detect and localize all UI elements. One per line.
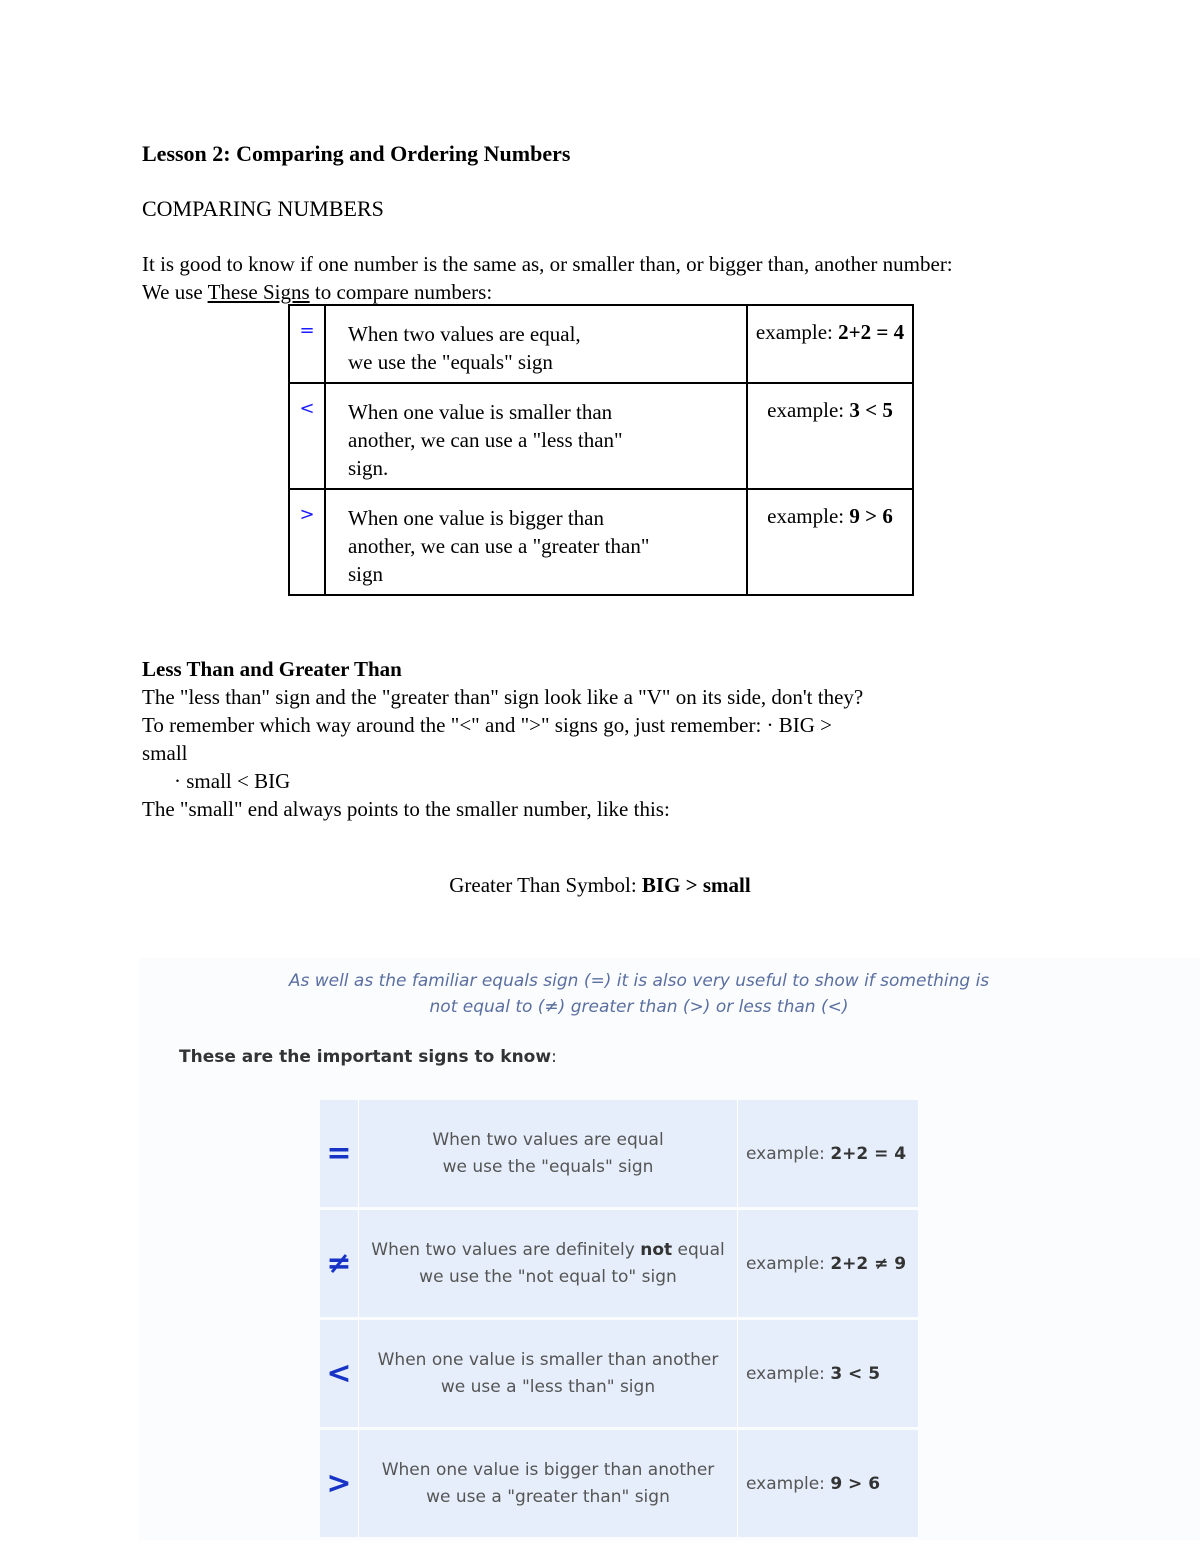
important-rest: : — [551, 1047, 557, 1067]
equals-sign: = — [320, 1100, 358, 1207]
example-value: 9 > 6 — [849, 504, 893, 528]
use-signs-suffix: to compare numbers: — [309, 280, 493, 304]
table-row — [320, 1100, 918, 1207]
less-than-sign: < — [320, 1320, 358, 1427]
desc-line: we use the "equals" sign — [348, 350, 553, 374]
row-description — [358, 1430, 738, 1537]
desc-line: When two values are equal, — [348, 322, 581, 346]
example-prefix: example: — [746, 1473, 831, 1494]
row-description — [325, 383, 747, 489]
not-equal-sign: ≠ — [320, 1210, 358, 1317]
important-signs-label — [179, 1047, 557, 1067]
image-signs-table — [320, 1097, 918, 1540]
greater-than-sign: > — [320, 1430, 358, 1537]
body-line: The "less than" sign and the "greater than" sign look like a "V" on its side, don't they? — [142, 685, 864, 709]
greater-than-sign: > — [289, 489, 325, 595]
desc-line: When one value is smaller than — [348, 400, 613, 424]
caption-line: not equal to (≠) greater than (>) or less than (<) — [429, 997, 849, 1017]
less-than-sign: < — [289, 383, 325, 489]
symbol-prefix: Greater Than Symbol: — [449, 873, 642, 897]
row-example — [738, 1100, 918, 1207]
row-description — [325, 305, 747, 383]
row-example — [738, 1320, 918, 1427]
intro-line: It is good to know if one number is the same as, or smaller than, or bigger than, another number: — [142, 252, 953, 276]
desc-line: we use the "equals" sign — [442, 1156, 654, 1177]
example-value: 2+2 ≠ 9 — [830, 1253, 907, 1274]
greater-than-symbol-line — [0, 873, 1200, 898]
row-description — [358, 1100, 738, 1207]
row-description — [358, 1320, 738, 1427]
section-heading: COMPARING NUMBERS — [142, 196, 384, 221]
desc-part: equal — [672, 1239, 725, 1260]
desc-line: When one value is bigger than — [348, 506, 604, 530]
example-prefix: example: — [767, 398, 850, 422]
table-row — [320, 1430, 918, 1537]
these-signs-link[interactable]: These Signs — [207, 280, 310, 304]
row-example — [738, 1430, 918, 1537]
embedded-signs-image — [139, 958, 1200, 1540]
symbol-value: BIG > small — [641, 873, 751, 897]
row-example — [747, 305, 913, 383]
desc-line: When one value is bigger than another — [381, 1459, 715, 1480]
equals-sign: = — [289, 305, 325, 383]
lesson-title: Lesson 2: Comparing and Ordering Numbers — [142, 141, 571, 166]
row-example — [747, 489, 913, 595]
desc-line: When two values are equal — [432, 1129, 664, 1150]
row-description — [325, 489, 747, 595]
use-signs-prefix: We use — [142, 280, 208, 304]
example-prefix: example: — [767, 504, 850, 528]
use-signs-line — [142, 280, 492, 305]
table-row — [289, 489, 913, 595]
example-prefix: example: — [746, 1253, 831, 1274]
desc-line: we use the "not equal to" sign — [419, 1266, 677, 1287]
desc-line: we use a "less than" sign — [440, 1376, 656, 1397]
body-line: · small < BIG — [174, 769, 291, 793]
desc-line: we use a "greater than" sign — [426, 1486, 670, 1507]
desc-line: When one value is smaller than another — [377, 1349, 719, 1370]
row-example — [747, 383, 913, 489]
example-prefix: example: — [746, 1143, 831, 1164]
caption-line: As well as the familiar equals sign (=) it is also very useful to show if something is — [288, 971, 990, 991]
desc-line — [360, 1237, 736, 1264]
table-row — [320, 1210, 918, 1317]
subheading: Less Than and Greater Than — [142, 657, 402, 681]
image-caption — [139, 968, 1139, 1020]
example-prefix: example: — [755, 320, 839, 344]
desc-line: sign. — [348, 456, 389, 480]
table-row — [320, 1320, 918, 1427]
row-description — [358, 1210, 738, 1317]
example-value: 9 > 6 — [830, 1473, 881, 1494]
example-value: 2+2 = 4 — [838, 320, 905, 344]
desc-line: sign — [348, 562, 384, 586]
body-line: small — [142, 741, 188, 765]
signs-table — [288, 304, 914, 596]
desc-part: When two values are definitely — [371, 1239, 641, 1260]
example-value: 3 < 5 — [830, 1363, 881, 1384]
example-value: 3 < 5 — [849, 398, 893, 422]
row-example — [738, 1210, 918, 1317]
table-row — [289, 383, 913, 489]
desc-line: another, we can use a "greater than" — [348, 534, 650, 558]
table-row — [289, 305, 913, 383]
important-bold: These are the important signs to know — [179, 1047, 552, 1067]
body-line: To remember which way around the "<" and ">" signs go, just remember: · BIG > — [142, 713, 833, 737]
example-value: 2+2 = 4 — [830, 1143, 907, 1164]
desc-bold: not — [640, 1239, 673, 1260]
desc-line: another, we can use a "less than" — [348, 428, 623, 452]
body-line: The "small" end always points to the smaller number, like this: — [142, 797, 670, 821]
example-prefix: example: — [746, 1363, 831, 1384]
